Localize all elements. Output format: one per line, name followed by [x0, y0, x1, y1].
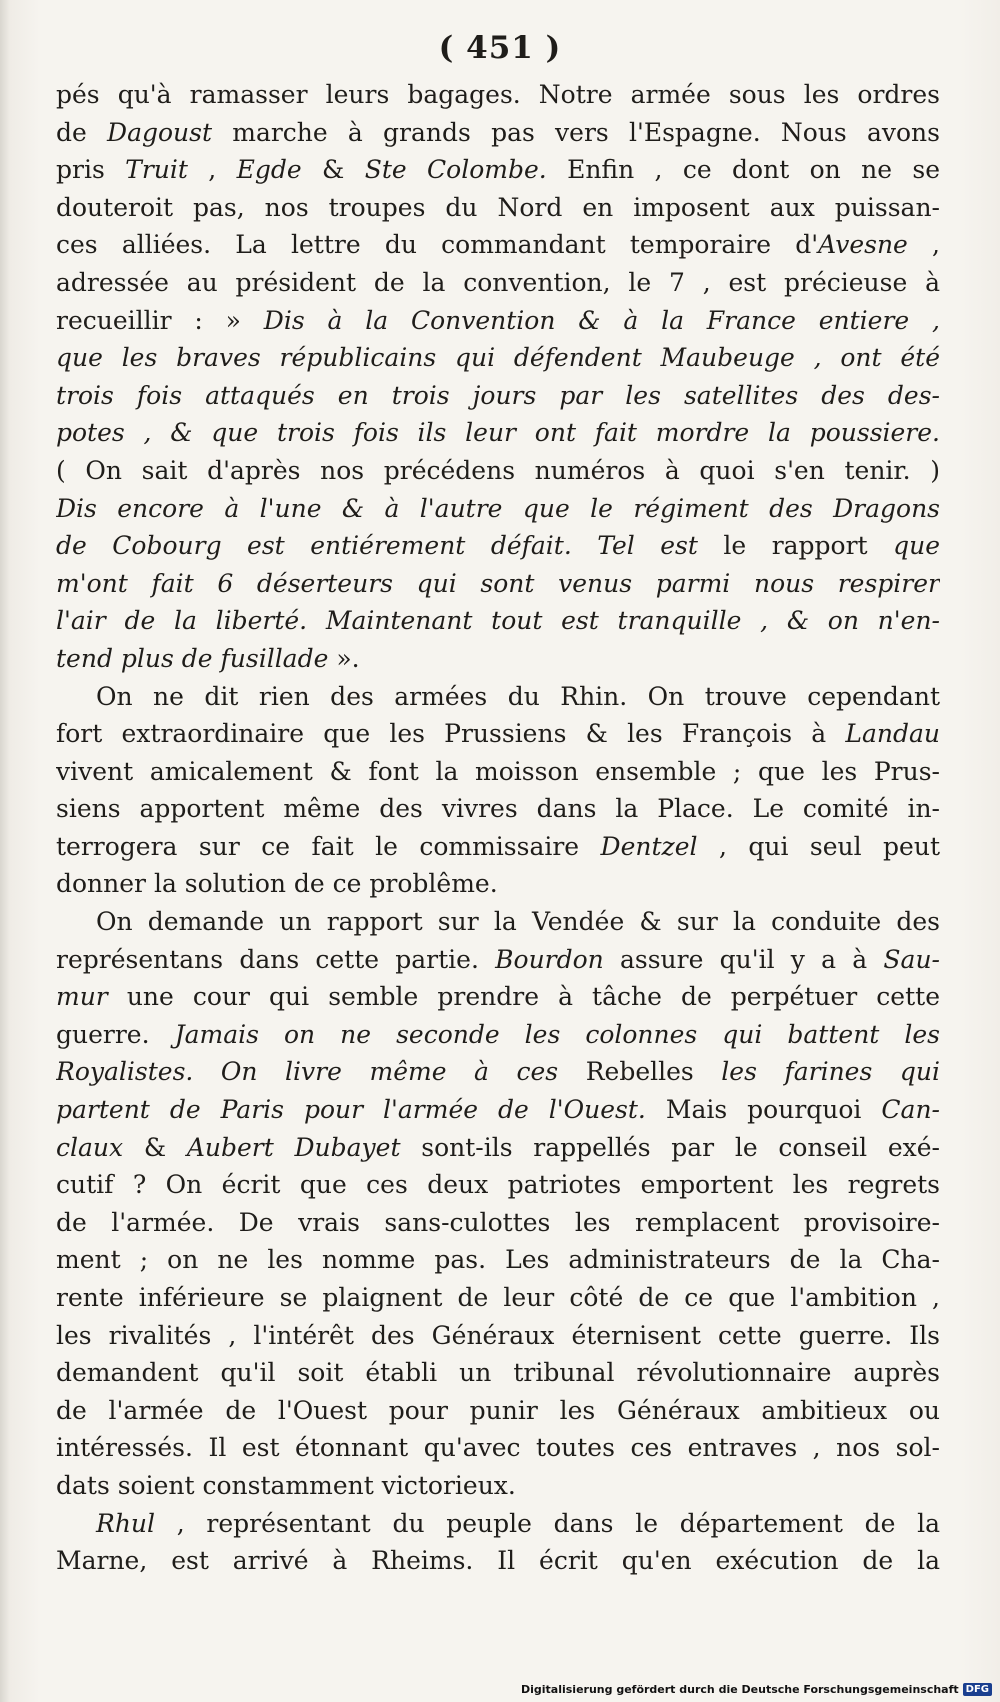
- italic-text: de Cobourg est entiérement défait. Tel est: [56, 531, 698, 561]
- roman-text: demandent qu'il soit établi un tribunal révolutionnaire auprès: [56, 1358, 940, 1388]
- italic-text: Can-: [881, 1095, 940, 1125]
- roman-text: , qui seul peut: [697, 831, 940, 861]
- body-text: [56, 76, 940, 1580]
- italic-text: Royalistes. On livre même à ces: [56, 1057, 559, 1087]
- roman-text: de l'armée de l'Ouest pour punir les Généraux ambitieux ou: [56, 1395, 940, 1425]
- text-line: [56, 602, 940, 640]
- roman-text: Mais pourquoi: [645, 1095, 882, 1125]
- roman-text: de l'armée. De vrais sans-culottes les remplacent provisoire-: [56, 1207, 940, 1237]
- text-line: [56, 1129, 940, 1167]
- roman-text: dats soient constamment victorieux.: [56, 1470, 516, 1500]
- italic-text: mur: [56, 982, 108, 1012]
- text-line: [56, 1091, 940, 1129]
- text-line: [56, 414, 940, 452]
- italic-text: Bourdon: [495, 944, 604, 974]
- roman-text: fort extraordinaire que les Prussiens & les François à: [56, 719, 846, 749]
- roman-text: les rivalités , l'intérêt des Généraux éternisent cette guerre. Ils: [56, 1320, 940, 1350]
- roman-text: guerre.: [56, 1019, 175, 1049]
- italic-text: Egde: [236, 155, 302, 185]
- text-line: [56, 678, 940, 716]
- italic-text: Truit: [125, 155, 188, 185]
- text-line: [56, 753, 940, 791]
- text-line: [56, 715, 940, 753]
- text-line: [56, 865, 940, 903]
- roman-text: terrogera sur ce fait le commissaire: [56, 831, 601, 861]
- text-line: [56, 490, 940, 528]
- italic-text: Landau: [845, 719, 940, 749]
- roman-text: pés qu'à ramasser leurs bagages. Notre armée sous les ordres: [56, 80, 940, 109]
- italic-text: Dis à la Convention & à la France entiere ,: [263, 305, 940, 335]
- dfg-logo: DFG: [963, 1683, 992, 1696]
- roman-text: ( On sait d'après nos précédens numéros à quoi s'en tenir. ): [56, 455, 940, 485]
- roman-text: sont-ils rappellés par le conseil exé-: [400, 1132, 940, 1162]
- roman-text: &: [301, 155, 365, 185]
- italic-text: Rhul: [96, 1508, 156, 1538]
- digitization-credit: [521, 1683, 992, 1696]
- text-line: [56, 1354, 940, 1392]
- italic-text: que les braves républicains qui défendent Maubeuge , ont été: [56, 343, 940, 373]
- roman-text: ment ; on ne les nomme pas. Les administrateurs de la Cha-: [56, 1245, 940, 1275]
- page-number: ( 451 ): [438, 30, 562, 66]
- roman-text: ,: [907, 230, 940, 260]
- roman-text: recueillir : »: [56, 305, 264, 335]
- roman-text: Rebelles: [558, 1057, 722, 1087]
- roman-text: vivent amicalement & font la moisson ensemble ; que les Prus-: [56, 756, 940, 786]
- italic-text: les farines qui: [721, 1057, 940, 1087]
- italic-text: Sau-: [883, 944, 940, 974]
- text-line: [56, 1166, 940, 1204]
- roman-text: , représentant du peuple dans le département de la: [155, 1508, 940, 1538]
- text-line: [56, 640, 940, 678]
- italic-text: partent de Paris pour l'armée de l'Ouest.: [56, 1095, 646, 1125]
- text-line: [56, 452, 940, 490]
- roman-text: ».: [328, 643, 360, 673]
- footer-text: Digitalisierung gefördert durch die Deutsche Forschungsgemeinschaft: [520, 1683, 959, 1696]
- roman-text: intéressés. Il est étonnant qu'avec toutes ces entraves , nos sol-: [56, 1433, 940, 1463]
- text-line: [56, 1016, 940, 1054]
- roman-text: marche à grands pas vers l'Espagne. Nous avons: [212, 117, 940, 147]
- roman-text: Enfin , ce dont on ne se: [546, 155, 940, 185]
- text-line: [56, 941, 940, 979]
- roman-text: le rapport: [697, 531, 894, 561]
- text-line: [56, 1542, 940, 1580]
- italic-text: m'ont fait 6 déserteurs qui sont venus parmi nous respirer: [56, 568, 940, 598]
- text-line: [56, 1053, 940, 1091]
- text-line: [56, 114, 940, 152]
- italic-text: tend plus de fusillade: [56, 643, 329, 673]
- text-line: [56, 226, 940, 264]
- roman-text: douteroit pas, nos troupes du Nord en imposent aux puissan-: [56, 192, 940, 222]
- roman-text: représentans dans cette partie.: [56, 944, 496, 974]
- text-line: [56, 1429, 940, 1467]
- text-line: [56, 1279, 940, 1317]
- text-line: [56, 302, 940, 340]
- italic-text: Dagoust: [107, 117, 213, 147]
- roman-text: une cour qui semble prendre à tâche de perpétuer cette: [107, 982, 940, 1012]
- roman-text: ,: [187, 155, 237, 185]
- text-line: [56, 903, 940, 941]
- roman-text: donner la solution de ce problême.: [56, 869, 498, 899]
- italic-text: Dentzel: [600, 831, 698, 861]
- roman-text: siens apportent même des vivres dans la Place. Le comité in-: [56, 794, 940, 824]
- italic-text: Dis encore à l'une & à l'autre que le régiment des Dragons: [56, 493, 940, 523]
- text-line: [56, 339, 940, 377]
- italic-text: l'air de la liberté. Maintenant tout est tranquille , & on n'en-: [56, 606, 940, 636]
- text-line: [56, 1392, 940, 1430]
- text-line: [56, 565, 940, 603]
- roman-text: assure qu'il y a à: [603, 944, 884, 974]
- text-line: [56, 828, 940, 866]
- roman-text: &: [123, 1132, 187, 1162]
- roman-text: ces alliées. La lettre du commandant temporaire d': [56, 230, 819, 260]
- text-line: [56, 1317, 940, 1355]
- text-line: [56, 1467, 940, 1505]
- roman-text: pris: [56, 155, 126, 185]
- roman-text: rente inférieure se plaignent de leur côté de ce que l'ambition ,: [56, 1283, 940, 1312]
- roman-text: On demande un rapport sur la Vendée & sur la conduite des: [96, 907, 940, 937]
- text-line: [56, 1505, 940, 1543]
- text-line: [56, 978, 940, 1016]
- roman-text: On ne dit rien des armées du Rhin. On trouve cependant: [96, 681, 940, 711]
- italic-text: potes , & que trois fois ils leur ont fait mordre la poussiere.: [56, 418, 940, 448]
- italic-text: claux: [56, 1132, 124, 1162]
- text-line: [56, 151, 940, 189]
- text-line: [56, 264, 940, 302]
- roman-text: adressée au président de la convention, le 7 , est précieuse à: [56, 267, 940, 297]
- italic-text: Jamais on ne seconde les colonnes qui battent les: [174, 1019, 940, 1049]
- text-line: [56, 189, 940, 227]
- italic-text: Ste Colombe.: [364, 155, 547, 185]
- text-line: [56, 1204, 940, 1242]
- text-line: [56, 377, 940, 415]
- roman-text: cutif ? On écrit que ces deux patriotes emportent les regrets: [56, 1170, 940, 1200]
- italic-text: trois fois attaqués en trois jours par les satellites des des-: [56, 380, 940, 410]
- text-line: [56, 527, 940, 565]
- text-line: [56, 76, 940, 114]
- italic-text: Avesne: [818, 230, 908, 260]
- roman-text: de: [56, 117, 108, 147]
- text-line: [56, 790, 940, 828]
- italic-text: que: [893, 531, 940, 561]
- italic-text: Aubert Dubayet: [186, 1132, 401, 1162]
- text-line: [56, 1241, 940, 1279]
- roman-text: Marne, est arrivé à Rheims. Il écrit qu'en exécution de la: [56, 1546, 940, 1576]
